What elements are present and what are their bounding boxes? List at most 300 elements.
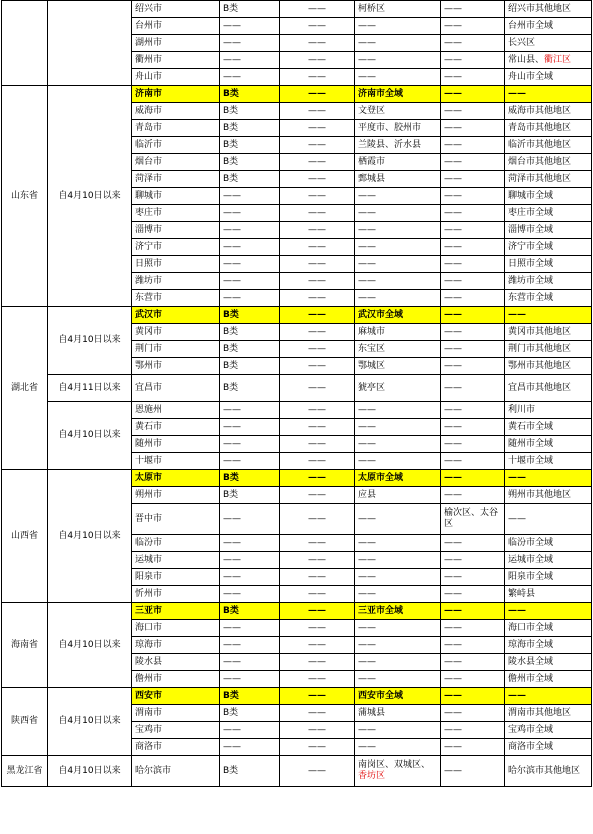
col4-cell-text: —— [444, 382, 462, 393]
col3-cell-text: —— [358, 54, 376, 65]
date-cell: 自4月10日以来 [48, 470, 132, 603]
col2-cell-text: —— [308, 105, 326, 116]
city-cell-text: 渭南市 [135, 707, 163, 718]
city-cell-text: 淄博市 [135, 224, 163, 235]
city-cell-text: 鄂州市 [135, 360, 163, 371]
col2-cell-text: —— [308, 20, 326, 31]
col4-cell-text: —— [444, 241, 462, 252]
city-cell [132, 290, 220, 307]
class-cell-text: —— [223, 455, 241, 466]
city-cell-text: 武汉市 [135, 309, 163, 320]
col4-cell-text: —— [444, 472, 462, 483]
col3-cell-text: 文登区 [358, 105, 386, 116]
col5-cell [505, 137, 592, 154]
col5-cell [505, 470, 592, 487]
col5-cell-text: 台州市全域 [508, 20, 554, 31]
class-cell [220, 222, 280, 239]
city-cell [132, 487, 220, 504]
col3-cell-text: 麻城市 [358, 326, 386, 337]
col5-cell-text: 聊城市全域 [508, 190, 554, 201]
col2-cell [280, 341, 355, 358]
class-cell [220, 69, 280, 86]
col5-cell [505, 637, 592, 654]
col2-cell-text: —— [308, 554, 326, 565]
city-cell [132, 569, 220, 586]
city-cell [132, 324, 220, 341]
col3-cell [355, 552, 441, 569]
col3-cell [355, 688, 441, 705]
class-cell [220, 504, 280, 535]
col3-cell-text: —— [358, 537, 376, 548]
col5-cell-text: 淄博市全域 [508, 224, 554, 235]
class-cell-text: B类 [223, 690, 239, 701]
col3-cell-text: —— [358, 571, 376, 582]
col2-cell-text: —— [308, 513, 326, 524]
class-cell [220, 436, 280, 453]
col5-cell-text: 儋州市全域 [508, 673, 554, 684]
col3-cell [355, 18, 441, 35]
col2-cell-text: —— [308, 571, 326, 582]
col4-cell-text: —— [444, 588, 462, 599]
col3-cell [355, 35, 441, 52]
city-cell-text: 荆门市 [135, 343, 163, 354]
col5-cell [505, 688, 592, 705]
col3-cell [355, 535, 441, 552]
province-cell: 海南省 [2, 603, 48, 688]
col4-cell-text: —— [444, 173, 462, 184]
col4-cell [441, 35, 505, 52]
city-cell-text: 哈尔滨市 [135, 765, 172, 776]
col5-cell [505, 86, 592, 103]
col5-cell-text: 商洛市全域 [508, 741, 554, 752]
col4-cell [441, 552, 505, 569]
col5-cell-text: 舟山市全域 [508, 71, 554, 82]
class-cell-text: B类 [223, 343, 239, 354]
city-cell [132, 103, 220, 120]
class-cell [220, 722, 280, 739]
class-cell-text: —— [223, 292, 241, 303]
city-cell [132, 358, 220, 375]
col5-cell-text: 随州市全域 [508, 438, 554, 449]
col4-cell-text: —— [444, 156, 462, 167]
class-cell-text: B类 [223, 360, 239, 371]
class-cell [220, 256, 280, 273]
col3-cell [355, 358, 441, 375]
province-cell: 湖北省 [2, 307, 48, 470]
city-cell-text: 随州市 [135, 438, 163, 449]
col3-cell-text: 柯桥区 [358, 3, 386, 14]
col4-cell-text: —— [444, 122, 462, 133]
city-cell [132, 552, 220, 569]
col2-cell [280, 290, 355, 307]
table-row [2, 375, 592, 402]
table-row [2, 1, 592, 18]
class-cell-text: —— [223, 622, 241, 633]
col3-cell [355, 620, 441, 637]
col5-cell [505, 154, 592, 171]
col5-cell-text: 利川市 [508, 404, 536, 415]
city-cell-text: 青岛市 [135, 122, 163, 133]
col2-cell-text: —— [308, 489, 326, 500]
city-cell-text: 琼海市 [135, 639, 163, 650]
col5-cell-text: 渭南市其他地区 [508, 707, 572, 718]
city-cell-text: 黄石市 [135, 421, 163, 432]
class-cell [220, 586, 280, 603]
col2-cell-text: —— [308, 639, 326, 650]
col5-cell-text: 临汾市全域 [508, 537, 554, 548]
col4-cell-text: —— [444, 275, 462, 286]
col4-cell-text: —— [444, 360, 462, 371]
col4-cell-text: —— [444, 537, 462, 548]
class-cell [220, 739, 280, 756]
province-cell: 黑龙江省 [2, 756, 48, 787]
class-cell-text: —— [223, 241, 241, 252]
col3-cell [355, 375, 441, 402]
city-cell-text: 东营市 [135, 292, 163, 303]
class-cell-text: B类 [223, 3, 239, 14]
col2-cell [280, 69, 355, 86]
col3-cell-text: —— [358, 656, 376, 667]
col5-cell [505, 341, 592, 358]
city-cell-text: 朔州市 [135, 489, 163, 500]
class-cell-text: —— [223, 207, 241, 218]
class-cell-text: —— [223, 639, 241, 650]
class-cell [220, 171, 280, 188]
table-row [2, 688, 592, 705]
class-cell-text: —— [223, 54, 241, 65]
col2-cell [280, 535, 355, 552]
city-cell [132, 273, 220, 290]
col3-cell [355, 324, 441, 341]
city-cell-text: 十堰市 [135, 455, 163, 466]
col3-cell [355, 171, 441, 188]
col4-cell-text: —— [444, 190, 462, 201]
class-cell [220, 453, 280, 470]
city-cell [132, 52, 220, 69]
class-cell-text: —— [223, 20, 241, 31]
col4-cell [441, 188, 505, 205]
city-cell [132, 504, 220, 535]
province-cell [2, 1, 48, 86]
city-cell-text: 忻州市 [135, 588, 163, 599]
table-row [2, 603, 592, 620]
city-cell-text: 陵水县 [135, 656, 163, 667]
class-cell [220, 52, 280, 69]
city-cell [132, 739, 220, 756]
city-cell [132, 402, 220, 419]
col3-cell-text: —— [358, 639, 376, 650]
col2-cell-text: —— [308, 360, 326, 371]
col5-cell [505, 52, 592, 69]
col3-cell [355, 586, 441, 603]
col4-cell-text: —— [444, 605, 462, 616]
col5-cell-text: —— [508, 88, 526, 99]
city-cell [132, 341, 220, 358]
class-cell [220, 103, 280, 120]
col3-cell [355, 239, 441, 256]
city-cell-text: 太原市 [135, 472, 163, 483]
col2-cell-text: —— [308, 207, 326, 218]
class-cell [220, 341, 280, 358]
city-cell-text: 烟台市 [135, 156, 163, 167]
col3-cell-text: —— [358, 438, 376, 449]
col5-cell-text: 济宁市全域 [508, 241, 554, 252]
col5-cell [505, 739, 592, 756]
city-cell [132, 671, 220, 688]
col5-cell-text: —— [508, 513, 526, 524]
city-cell [132, 705, 220, 722]
col4-cell [441, 137, 505, 154]
city-cell-text: 潍坊市 [135, 275, 163, 286]
col2-cell [280, 569, 355, 586]
col2-cell-text: —— [308, 605, 326, 616]
col4-cell [441, 722, 505, 739]
class-cell-text: —— [223, 71, 241, 82]
col3-cell-text: —— [358, 455, 376, 466]
col5-cell-text: 运城市全域 [508, 554, 554, 565]
col2-cell-text: —— [308, 404, 326, 415]
col5-cell [505, 120, 592, 137]
col5-cell [505, 171, 592, 188]
city-cell-text: 湖州市 [135, 37, 163, 48]
class-cell [220, 569, 280, 586]
col5-cell-text: 鄂州市其他地区 [508, 360, 572, 371]
class-cell-text: B类 [223, 707, 239, 718]
col5-cell-text: 陵水县全域 [508, 656, 554, 667]
class-cell-text: —— [223, 656, 241, 667]
col3-cell [355, 341, 441, 358]
col3-cell-text: —— [358, 741, 376, 752]
col5-cell-text: 朔州市其他地区 [508, 489, 572, 500]
col2-cell [280, 154, 355, 171]
class-cell [220, 290, 280, 307]
col3-cell-text: —— [358, 292, 376, 303]
col3-cell [355, 637, 441, 654]
city-cell [132, 375, 220, 402]
class-cell-text: B类 [223, 88, 239, 99]
city-cell [132, 535, 220, 552]
col2-cell [280, 1, 355, 18]
col2-cell [280, 453, 355, 470]
city-cell-text: 临汾市 [135, 537, 163, 548]
col2-cell [280, 739, 355, 756]
city-cell [132, 307, 220, 324]
class-cell [220, 671, 280, 688]
class-cell-text: B类 [223, 122, 239, 133]
col5-cell-highlight-text: 衢江区 [544, 54, 572, 65]
city-cell [132, 120, 220, 137]
class-cell [220, 154, 280, 171]
col3-cell [355, 756, 441, 787]
col4-cell [441, 654, 505, 671]
class-cell [220, 637, 280, 654]
col5-cell-text: 绍兴市其他地区 [508, 3, 572, 14]
col5-cell-text: 常山县、 [508, 54, 545, 65]
date-cell: 自4月10日以来 [48, 307, 132, 375]
col4-cell-text: —— [444, 207, 462, 218]
col3-cell [355, 603, 441, 620]
col4-cell-text: —— [444, 438, 462, 449]
col3-cell-text: 三亚市全域 [358, 605, 404, 616]
col2-cell [280, 705, 355, 722]
col4-cell-text: —— [444, 455, 462, 466]
col3-cell-text: —— [358, 224, 376, 235]
col5-cell [505, 586, 592, 603]
class-cell-text: —— [223, 190, 241, 201]
col3-cell-text: —— [358, 207, 376, 218]
city-cell-text: 济宁市 [135, 241, 163, 252]
class-cell-text: B类 [223, 105, 239, 116]
col4-cell [441, 504, 505, 535]
class-cell [220, 1, 280, 18]
risk-area-table [1, 0, 592, 787]
col3-cell-text: —— [358, 673, 376, 684]
col2-cell [280, 307, 355, 324]
col2-cell-text: —— [308, 537, 326, 548]
col3-cell [355, 154, 441, 171]
col4-cell [441, 586, 505, 603]
class-cell [220, 552, 280, 569]
col2-cell [280, 171, 355, 188]
class-cell-text: B类 [223, 173, 239, 184]
province-cell: 陕西省 [2, 688, 48, 756]
col3-cell [355, 436, 441, 453]
class-cell-text: —— [223, 554, 241, 565]
col3-cell-text: 栖霞市 [358, 156, 386, 167]
col2-cell [280, 120, 355, 137]
col5-cell [505, 69, 592, 86]
city-cell [132, 256, 220, 273]
col3-cell-text: —— [358, 404, 376, 415]
city-cell [132, 137, 220, 154]
col4-cell [441, 341, 505, 358]
col2-cell-text: —— [308, 382, 326, 393]
class-cell-text: —— [223, 571, 241, 582]
class-cell [220, 137, 280, 154]
class-cell [220, 620, 280, 637]
col3-cell [355, 722, 441, 739]
class-cell [220, 18, 280, 35]
class-cell [220, 358, 280, 375]
col2-cell [280, 222, 355, 239]
col2-cell-text: —— [308, 54, 326, 65]
city-cell [132, 171, 220, 188]
col4-cell-text: —— [444, 489, 462, 500]
col2-cell [280, 18, 355, 35]
class-cell [220, 402, 280, 419]
col5-cell-text: 长兴区 [508, 37, 536, 48]
city-cell-text: 运城市 [135, 554, 163, 565]
col2-cell-text: —— [308, 673, 326, 684]
col5-cell [505, 273, 592, 290]
city-cell-text: 黄冈市 [135, 326, 163, 337]
col4-cell [441, 324, 505, 341]
col2-cell-text: —— [308, 190, 326, 201]
city-cell [132, 18, 220, 35]
city-cell [132, 239, 220, 256]
col5-cell [505, 722, 592, 739]
col5-cell-text: 琼海市全域 [508, 639, 554, 650]
city-cell [132, 688, 220, 705]
city-cell [132, 188, 220, 205]
class-cell-text: —— [223, 513, 241, 524]
col5-cell-text: —— [508, 309, 526, 320]
col4-cell [441, 436, 505, 453]
class-cell-text: —— [223, 258, 241, 269]
col2-cell [280, 722, 355, 739]
col3-cell-text: —— [358, 71, 376, 82]
col2-cell [280, 375, 355, 402]
col4-cell [441, 103, 505, 120]
col4-cell-text: —— [444, 765, 462, 776]
class-cell [220, 688, 280, 705]
col5-cell [505, 205, 592, 222]
class-cell-text: —— [223, 275, 241, 286]
col4-cell [441, 256, 505, 273]
city-cell-text: 衢州市 [135, 54, 163, 65]
col4-cell-text: —— [444, 88, 462, 99]
col4-cell [441, 487, 505, 504]
col4-cell [441, 569, 505, 586]
col4-cell [441, 307, 505, 324]
col5-cell-text: 潍坊市全域 [508, 275, 554, 286]
col3-cell-text: 蒲城县 [358, 707, 386, 718]
class-cell-text: —— [223, 537, 241, 548]
col2-cell [280, 603, 355, 620]
col2-cell [280, 103, 355, 120]
col3-cell [355, 654, 441, 671]
col5-cell-text: 烟台市其他地区 [508, 156, 572, 167]
col2-cell [280, 586, 355, 603]
col4-cell [441, 620, 505, 637]
col2-cell-text: —— [308, 455, 326, 466]
col2-cell-text: —— [308, 707, 326, 718]
col2-cell-text: —— [308, 421, 326, 432]
col2-cell [280, 620, 355, 637]
class-cell [220, 375, 280, 402]
class-cell-text: B类 [223, 326, 239, 337]
col2-cell-text: —— [308, 438, 326, 449]
col3-cell [355, 739, 441, 756]
city-cell [132, 35, 220, 52]
col5-cell [505, 18, 592, 35]
class-cell-text: —— [223, 421, 241, 432]
date-cell: 自4月10日以来 [48, 688, 132, 756]
col5-cell-text: 阳泉市全域 [508, 571, 554, 582]
table-row [2, 86, 592, 103]
col5-cell [505, 103, 592, 120]
col5-cell [505, 188, 592, 205]
col3-cell [355, 419, 441, 436]
date-cell: 自4月10日以来 [48, 603, 132, 688]
col5-cell [505, 487, 592, 504]
col4-cell-text: —— [444, 326, 462, 337]
col5-cell [505, 419, 592, 436]
city-cell [132, 86, 220, 103]
col5-cell [505, 620, 592, 637]
col4-cell-text: —— [444, 3, 462, 14]
col2-cell [280, 470, 355, 487]
date-cell: 自4月10日以来 [48, 86, 132, 307]
col3-cell-text: 平度市、胶州市 [358, 122, 422, 133]
col5-cell-text: —— [508, 472, 526, 483]
col2-cell-text: —— [308, 724, 326, 735]
col5-cell [505, 1, 592, 18]
col2-cell-text: —— [308, 326, 326, 337]
col5-cell [505, 35, 592, 52]
col2-cell-text: —— [308, 309, 326, 320]
city-cell [132, 205, 220, 222]
